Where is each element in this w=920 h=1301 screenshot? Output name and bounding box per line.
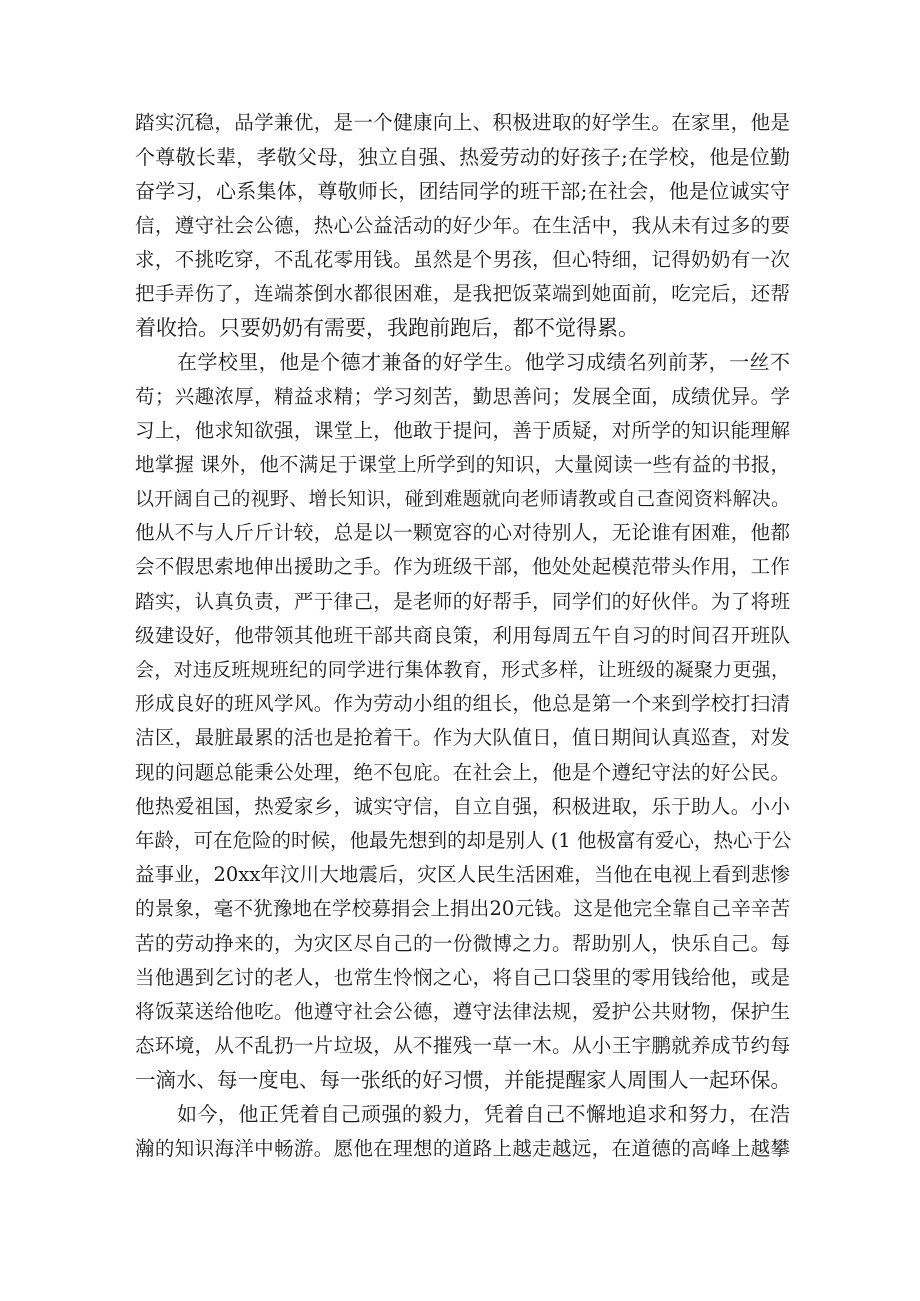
text-line: 踏实，认真负责，严于律己，是老师的好帮手，同学们的好伙伴。为了将班 — [135, 589, 790, 613]
text-line: 苦的劳动挣来的，为灾区尽自己的一份微博之力。帮助别人，快乐自己。每 — [135, 931, 790, 955]
text-line: 奋学习，心系集体，尊敬师长，团结同学的班干部;在社会，他是位诚实守 — [135, 179, 790, 204]
text-line: 洁区，最脏最累的活也是抢着干。作为大队值日，值日期间认真巡查，对发 — [135, 726, 790, 750]
text-line: 的景象，毫不犹豫地在学校募捐会上捐出20元钱。这是他完全靠自己辛辛苦 — [135, 897, 790, 921]
text-line: 当他遇到乞讨的老人，也常生怜悯之心，将自己口袋里的零用钱给他，或是 — [135, 965, 790, 989]
text-line: 个尊敬长辈，孝敬父母，独立自强、热爱劳动的好孩子;在学校，他是位勤 — [135, 145, 790, 170]
text-line: 将饭菜送给他吃。他遵守社会公德，遵守法律法规，爱护公共财物，保护生 — [135, 999, 790, 1023]
text-line: 以开阔自己的视野、增长知识，碰到难题就向老师请教或自己查阅资料解决。 — [135, 488, 790, 511]
text-line: 着收拾。只要奶奶有需要，我跑前跑后，都不觉得累。 — [135, 316, 639, 341]
text-line: 年龄，可在危险的时候，他最先想到的却是别人 (1 他极富有爱心，热心于公 — [135, 828, 792, 852]
text-line: 现的问题总能秉公处理，绝不包庇。在社会上，他是个遵纪守法的好公民。 — [135, 760, 790, 784]
text-line: 会不假思索地伸出援助之手。作为班级干部，他处处起模范带头作用，工作 — [135, 555, 790, 579]
text-line: 瀚的知识海洋中畅游。愿他在理想的道路上越走越远，在道德的高峰上越攀 — [135, 1136, 790, 1160]
text-line: 苟；兴趣浓厚，精益求精；学习刻苦，勤思善问；发展全面，成绩优异。学 — [135, 384, 790, 408]
text-line: 在学校里，他是个德才兼备的好学生。他学习成绩名列前茅，一丝不 — [177, 350, 790, 375]
text-line: 把手弄伤了，连端茶倒水都很困难，是我把饭菜端到她面前，吃完后，还帮 — [135, 281, 790, 305]
text-line: 求，不挑吃穿，不乱花零用钱。虽然是个男孩，但心特细，记得奶奶有一次 — [135, 247, 790, 271]
text-line: 踏实沉稳，品学兼优，是一个健康向上、积极进取的好学生。在家里，他是 — [135, 111, 790, 134]
text-line: 信，遵守社会公德，热心公益活动的好少年。在生活中，我从未有过多的要 — [135, 213, 790, 237]
text-line: 形成良好的班风学风。作为劳动小组的组长，他总是第一个来到学校打扫清 — [135, 692, 790, 716]
text-line: 地掌握 课外，他不满足于课堂上所学到的知识，大量阅读一些有益的书报， — [135, 452, 790, 476]
text-line: 会，对违反班规班纪的同学进行集体教育，形式多样，让班级的凝聚力更强， — [135, 659, 790, 681]
text-line: 一滴水、每一度电、每一张纸的好习惯，并能提醒家人周围人一起环保。 — [135, 1068, 791, 1093]
text-line: 如今，他正凭着自己顽强的毅力，凭着自己不懈地追求和努力，在浩 — [177, 1102, 790, 1127]
text-line: 益事业，20xx年汶川大地震后，灾区人民生活困难，当他在电视上看到悲惨 — [135, 863, 790, 887]
text-line: 级建设好，他带领其他班干部共商良策，利用每周五午自习的时间召开班队 — [135, 623, 790, 647]
document-body — [135, 106, 790, 1166]
text-line: 态环境，从不乱扔一片垃圾，从不摧残一草一木。从小王宇鹏就养成节约每 — [135, 1034, 790, 1058]
text-line: 他从不与人斤斤计较，总是以一颗宽容的心对待别人，无论谁有困难，他都 — [135, 521, 790, 545]
text-line: 他热爱祖国，热爱家乡，诚实守信，自立自强，积极进取，乐于助人。小小 — [135, 794, 790, 818]
text-line: 习上，他求知欲强，课堂上，他敢于提问，善于质疑，对所学的知识能理解 — [135, 418, 790, 442]
